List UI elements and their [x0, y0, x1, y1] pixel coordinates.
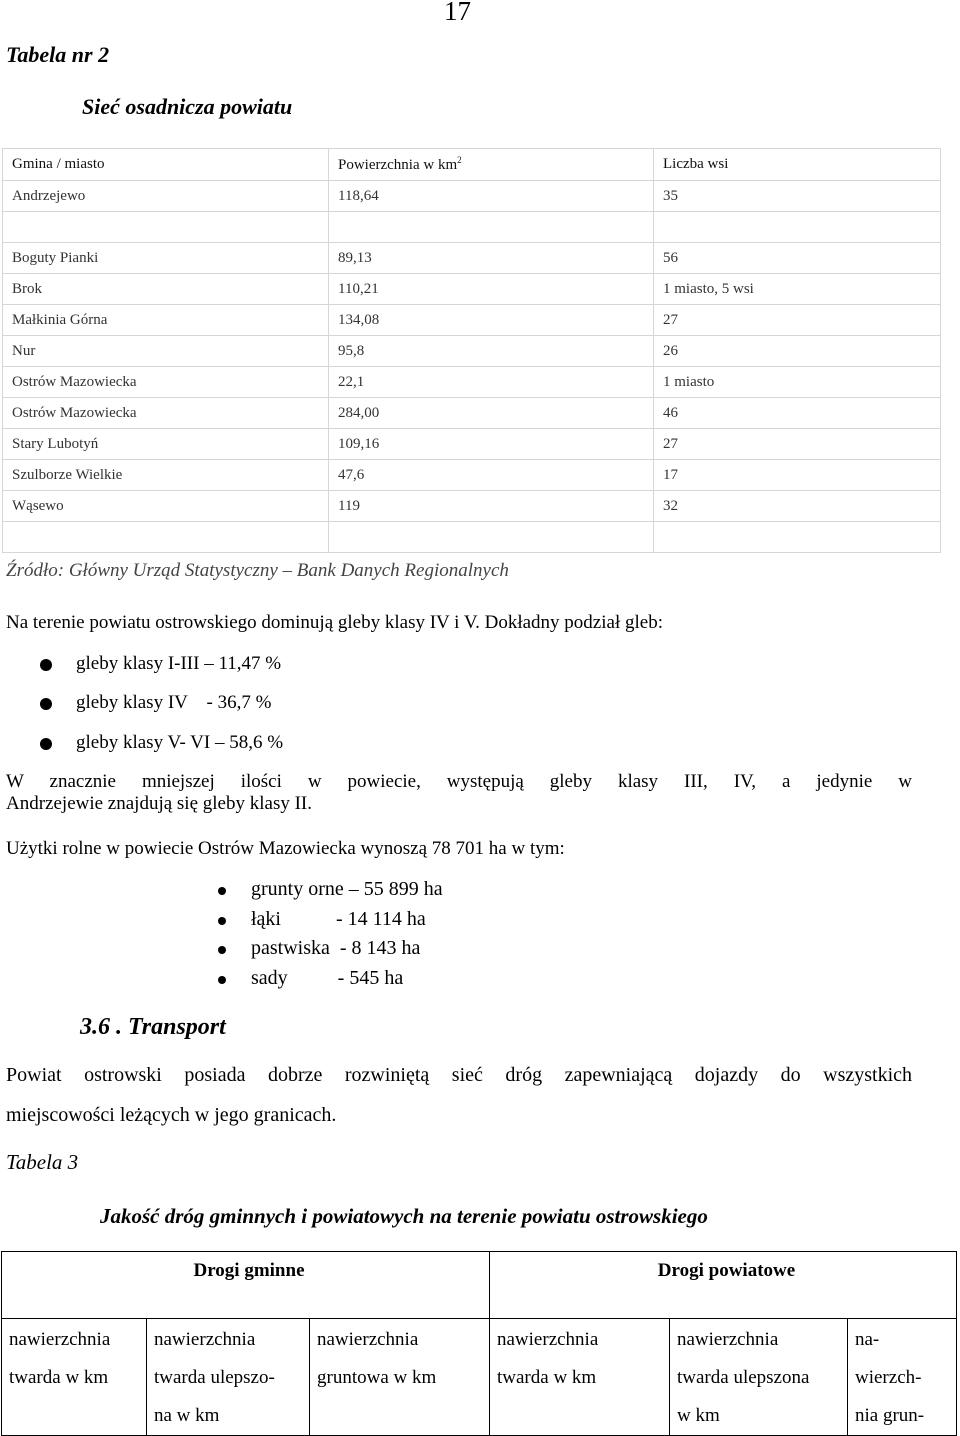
bullet-icon: [40, 698, 52, 710]
table-2-label: Tabela nr 2: [6, 42, 110, 67]
table-row-empty: [3, 212, 941, 243]
cell-villages: 1 miasto, 5 wsi: [654, 274, 941, 305]
land-use-text: grunty orne – 55 899 ha: [251, 878, 443, 900]
table-row: [3, 181, 941, 212]
cell-area: 47,6: [329, 460, 654, 491]
table-3-title: Jakość dróg gminnych i powiatowych na terenie powiatu ostrowskiego: [100, 1204, 708, 1228]
subheader-cell: nawierzchnia gruntowa w km: [310, 1319, 490, 1436]
land-use-text: łąki - 14 114 ha: [251, 908, 426, 930]
table-row: [3, 367, 941, 398]
cell-area: 110,21: [329, 274, 654, 305]
bullet-icon: [218, 946, 226, 954]
soil-class-text: gleby klasy V- VI – 58,6 %: [76, 732, 284, 753]
header-area-superscript: 2: [457, 155, 462, 165]
cell-gmina: Małkinia Górna: [3, 305, 329, 336]
land-use-intro: Użytki rolne w powiecie Ostrów Mazowiecka wynoszą 78 701 ha w tym:: [6, 838, 565, 859]
soil-note-line-1: W znacznie mniejszej ilości w powiecie, występują gleby klasy III, IV, a jedynie w: [6, 771, 912, 792]
cell-villages: 27: [654, 429, 941, 460]
cell-area: 109,16: [329, 429, 654, 460]
cell-gmina: Andrzejewo: [3, 181, 329, 212]
table-row: [3, 243, 941, 274]
subheader-cell: nawierzchnia twarda w km: [2, 1319, 147, 1436]
cell-area: 118,64: [329, 181, 654, 212]
transport-paragraph: [6, 1055, 912, 1135]
soil-class-text: gleby klasy I-III – 11,47 %: [76, 653, 282, 674]
subheader-cell: nawierzchnia twarda ulepszo- na w km: [147, 1319, 310, 1436]
bullet-icon: [40, 738, 52, 750]
cell-villages: 56: [654, 243, 941, 274]
source-note: Źródło: Główny Urząd Statystyczny – Bank Danych Regionalnych: [6, 560, 509, 581]
table-row: [3, 336, 941, 367]
soil-intro: Na terenie powiatu ostrowskiego dominują gleby klasy IV i V. Dokładny podział gleb:: [6, 612, 663, 633]
section-heading: 3.6 . Transport: [80, 1014, 226, 1040]
soil-note: [6, 771, 912, 815]
land-use-text: sady - 545 ha: [251, 967, 404, 989]
cell-gmina: Ostrów Mazowiecka: [3, 398, 329, 429]
cell-villages: 35: [654, 181, 941, 212]
cell-gmina: Nur: [3, 336, 329, 367]
table-group-header-row: [2, 1252, 957, 1319]
cell-area: 284,00: [329, 398, 654, 429]
table-row: [3, 429, 941, 460]
cell-area: 22,1: [329, 367, 654, 398]
cell-villages: 26: [654, 336, 941, 367]
transport-line-2: miejscowości leżących w jego granicach.: [6, 1104, 337, 1126]
cell-villages: 1 miasto: [654, 367, 941, 398]
table-2-title: Sieć osadnicza powiatu: [82, 94, 293, 119]
table-subheader-row: [2, 1319, 957, 1436]
header-gmina: Gmina / miasto: [3, 149, 329, 181]
land-use-text: pastwiska - 8 143 ha: [251, 937, 421, 959]
page-number: 17: [444, 0, 471, 26]
table-row-empty: [3, 522, 941, 553]
bullet-icon: [218, 976, 226, 984]
cell-villages: 32: [654, 491, 941, 522]
soil-class-text: gleby klasy IV - 36,7 %: [76, 692, 272, 713]
cell-villages: 46: [654, 398, 941, 429]
table-row: [3, 398, 941, 429]
header-county-roads: Drogi powiatowe: [490, 1252, 957, 1319]
subheader-cell: nawierzchnia twarda w km: [490, 1319, 670, 1436]
header-area: Powierzchnia w $km^2$: [329, 149, 654, 181]
cell-gmina: Ostrów Mazowiecka: [3, 367, 329, 398]
table-3-label: Tabela 3: [6, 1150, 79, 1174]
table-row: [3, 491, 941, 522]
cell-area: 95,8: [329, 336, 654, 367]
table-row: [3, 274, 941, 305]
header-villages: Liczba wsi: [654, 149, 941, 181]
table-row: [3, 305, 941, 336]
cell-gmina: Boguty Pianki: [3, 243, 329, 274]
cell-gmina: Szulborze Wielkie: [3, 460, 329, 491]
bullet-icon: [218, 887, 226, 895]
cell-area: 134,08: [329, 305, 654, 336]
table-header-row: [3, 149, 941, 181]
cell-gmina: Brok: [3, 274, 329, 305]
cell-villages: 27: [654, 305, 941, 336]
cell-area: 119: [329, 491, 654, 522]
settlement-table: [2, 148, 941, 553]
subheader-cell: nawierzchnia twarda ulepszona w km: [670, 1319, 848, 1436]
soil-note-line-2: Andrzejewie znajdują się gleby klasy II.: [6, 793, 312, 814]
transport-line-1: Powiat ostrowski posiada dobrze rozwiniętą sieć dróg zapewniającą dojazdy do wszystkich: [6, 1064, 912, 1086]
bullet-icon: [40, 659, 52, 671]
cell-gmina: Stary Lubotyń: [3, 429, 329, 460]
roads-table: [1, 1251, 957, 1436]
cell-gmina: Wąsewo: [3, 491, 329, 522]
table-row: [3, 460, 941, 491]
cell-villages: 17: [654, 460, 941, 491]
subheader-cell: na- wierzch- nia grun-: [848, 1319, 957, 1436]
cell-area: 89,13: [329, 243, 654, 274]
bullet-icon: [218, 917, 226, 925]
header-municipal-roads: Drogi gminne: [2, 1252, 490, 1319]
